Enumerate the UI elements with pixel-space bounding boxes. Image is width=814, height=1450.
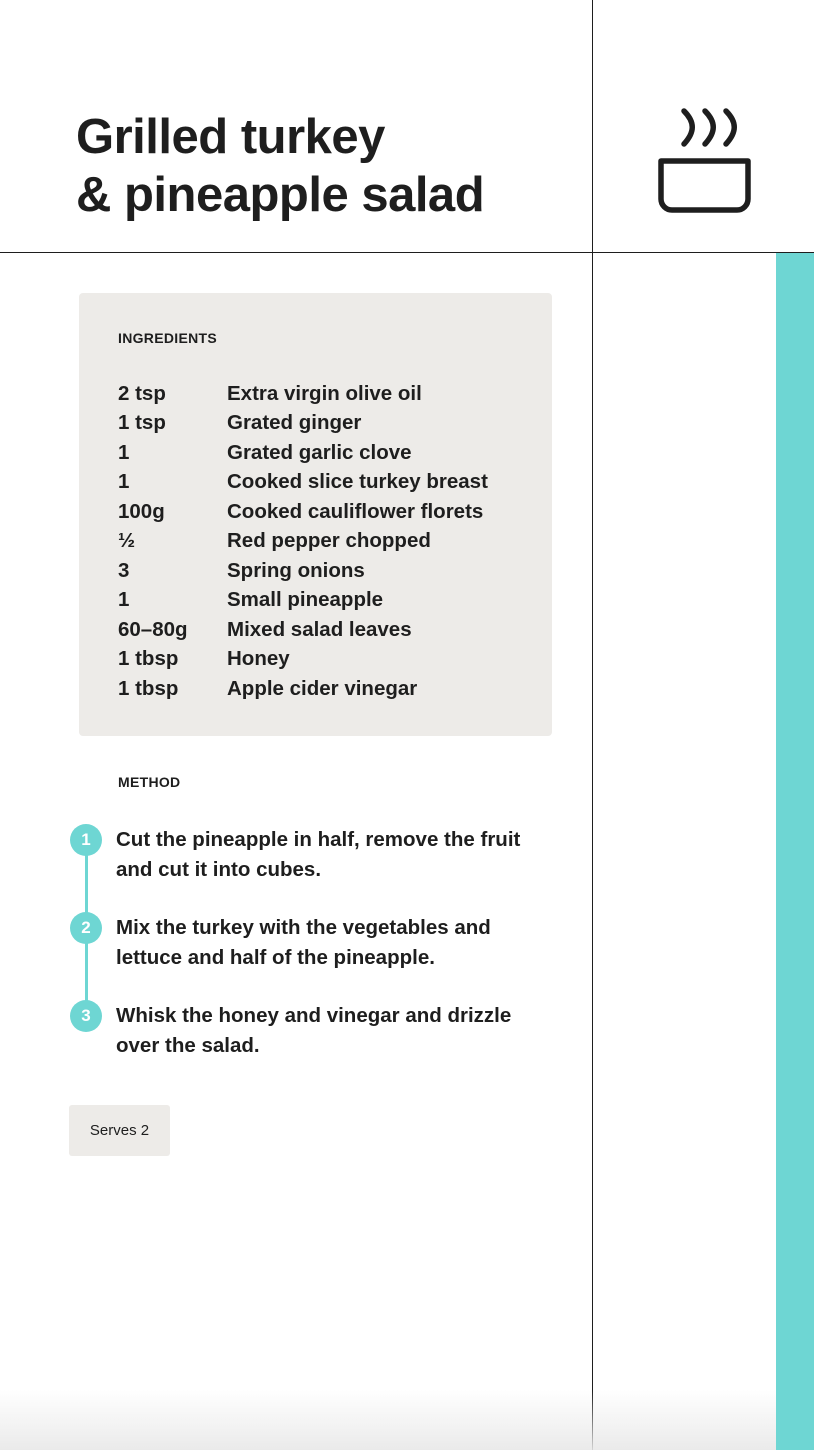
- ingredient-quantity: 60–80g: [118, 617, 188, 641]
- recipe-title-line-2: & pineapple salad: [76, 168, 485, 222]
- accent-stripe: [776, 253, 814, 1450]
- ingredient-row: [118, 438, 488, 468]
- ingredient-name: Apple cider vinegar: [227, 676, 418, 700]
- ingredient-name: Spring onions: [227, 558, 365, 582]
- step-number-badge: 3: [70, 1000, 102, 1032]
- ingredient-row: [118, 409, 488, 439]
- step-text: Mix the turkey with the vegetables and lettuce and half of the pineapple.: [116, 916, 491, 969]
- recipe-title: [76, 108, 484, 224]
- step-number-badge: 1: [70, 824, 102, 856]
- ingredient-row: [118, 586, 488, 616]
- ingredient-name: Grated ginger: [227, 411, 362, 435]
- step-text: Cut the pineapple in half, remove the fruit and cut it into cubes.: [116, 828, 521, 881]
- method-heading: METHOD: [118, 774, 181, 790]
- ingredient-quantity: 3: [118, 558, 130, 582]
- recipe-title-line-1: Grilled turkey: [76, 110, 385, 164]
- ingredient-row: [118, 468, 488, 498]
- ingredient-name: Extra virgin olive oil: [227, 381, 422, 405]
- serves-badge: Serves 2: [69, 1105, 170, 1156]
- ingredient-quantity: 100g: [118, 499, 165, 523]
- ingredient-quantity: ½: [118, 529, 136, 553]
- ingredient-quantity: 2 tsp: [118, 381, 166, 405]
- ingredients-list: [118, 379, 488, 704]
- bottom-fade: [0, 1390, 776, 1450]
- cooking-pot-steam-icon: [655, 108, 755, 216]
- ingredient-row: [118, 527, 488, 557]
- ingredients-heading: INGREDIENTS: [118, 330, 217, 346]
- ingredient-name: Small pineapple: [227, 588, 384, 612]
- ingredient-quantity: 1 tbsp: [118, 647, 179, 671]
- ingredient-row: [118, 615, 488, 645]
- ingredient-row: [118, 645, 488, 675]
- vertical-divider: [592, 0, 593, 1450]
- ingredients-panel: [79, 293, 552, 736]
- ingredient-row: [118, 674, 488, 704]
- ingredient-name: Cooked cauliflower florets: [227, 499, 484, 523]
- ingredient-quantity: 1: [118, 440, 130, 464]
- header-divider: [0, 252, 593, 253]
- ingredient-name: Grated garlic clove: [227, 440, 412, 464]
- ingredient-quantity: 1: [118, 470, 130, 494]
- ingredient-quantity: 1: [118, 588, 130, 612]
- ingredient-name: Mixed salad leaves: [227, 617, 412, 641]
- step-text: Whisk the honey and vinegar and drizzle over the salad.: [116, 1004, 512, 1057]
- step-number-badge: 2: [70, 912, 102, 944]
- ingredient-name: Red pepper chopped: [227, 529, 431, 553]
- ingredient-row: [118, 556, 488, 586]
- ingredient-quantity: 1 tsp: [118, 411, 166, 435]
- ingredient-row: [118, 379, 488, 409]
- ingredient-row: [118, 497, 488, 527]
- ingredient-name: Honey: [227, 647, 290, 671]
- ingredient-quantity: 1 tbsp: [118, 676, 179, 700]
- ingredient-name: Cooked slice turkey breast: [227, 470, 488, 494]
